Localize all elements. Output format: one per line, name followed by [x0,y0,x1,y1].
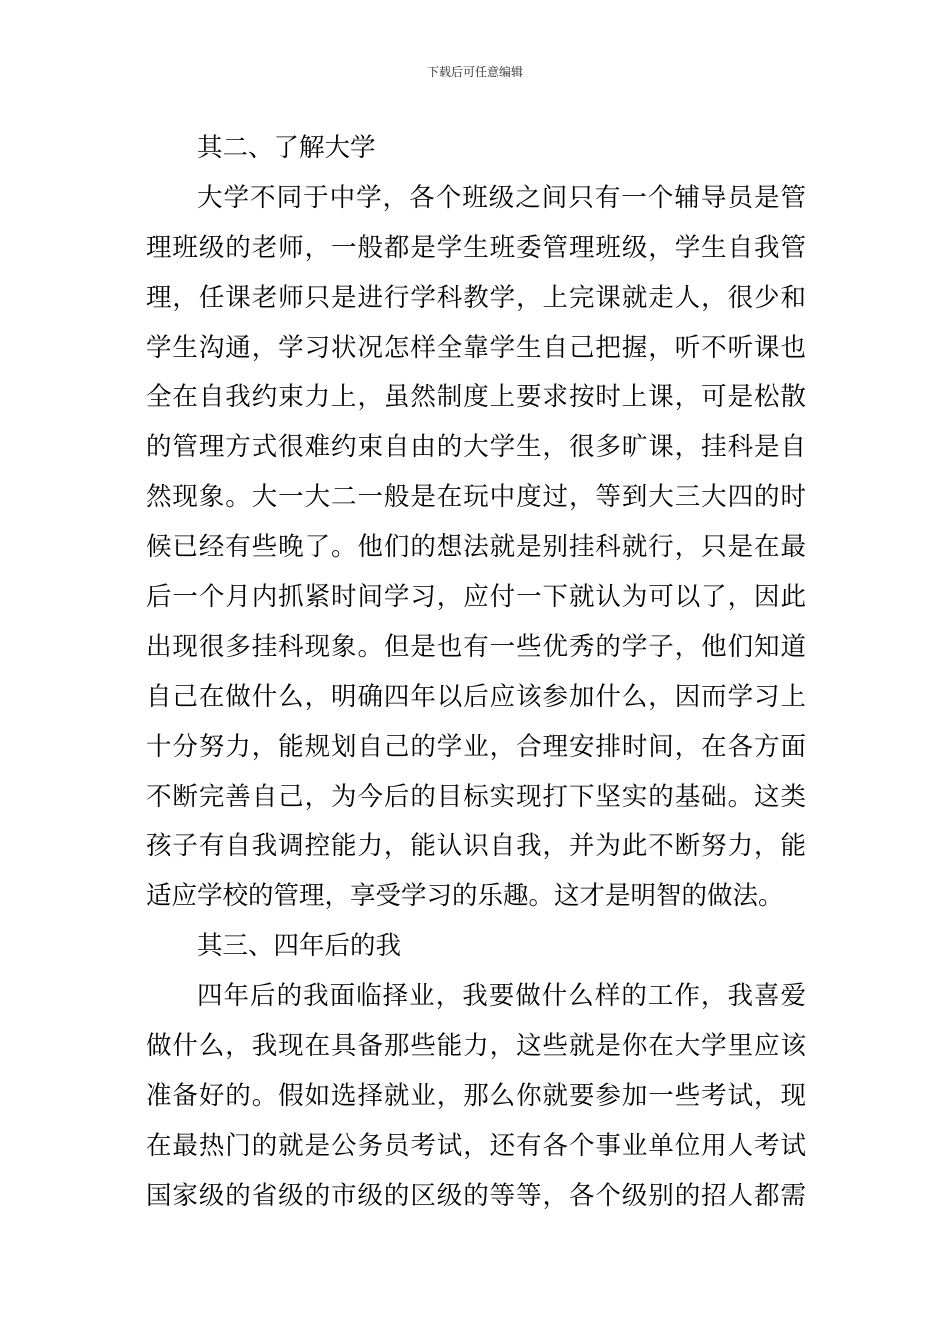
paragraph-line: 孩子有自我调控能力，能认识自我，并为此不断努力，能 [146,831,806,862]
paragraph-line: 适应学校的管理，享受学习的乐趣。这才是明智的做法。 [146,881,784,912]
paragraph-line: 自己在做什么，明确四年以后应该参加什么，因而学习上 [146,681,806,712]
paragraph-line: 国家级的省级的市级的区级的等等，各个级别的招人都需 [146,1180,806,1211]
paragraph-line: 学生沟通，学习状况怎样全靠学生自己把握，听不听课也 [146,332,806,363]
section-heading: 其二、了解大学 [197,133,376,163]
paragraph-line: 出现很多挂科现象。但是也有一些优秀的学子，他们知道 [146,631,806,662]
paragraph-line: 四年后的我面临择业，我要做什么样的工作，我喜爱 [197,981,806,1012]
page-header: 下载后可任意编辑 [426,65,523,79]
paragraph-line: 的管理方式很难约束自由的大学生，很多旷课，挂科是自 [146,432,806,463]
paragraph-line: 然现象。大一大二一般是在玩中度过，等到大三大四的时 [146,482,806,513]
paragraph-line: 准备好的。假如选择就业，那么你就要参加一些考试，现 [146,1080,806,1111]
paragraph-line: 全在自我约束力上，虽然制度上要求按时上课，可是松散 [146,382,806,413]
paragraph-line: 在最热门的就是公务员考试，还有各个事业单位用人考试 [146,1130,806,1161]
body-text [146,124,806,1222]
section-heading: 其三、四年后的我 [197,931,402,962]
paragraph-line: 候已经有些晚了。他们的想法就是别挂科就行，只是在最 [146,532,806,563]
paragraph-line: 后一个月内抓紧时间学习，应付一下就认为可以了，因此 [146,582,806,613]
paragraph-line: 不断完善自己，为今后的目标实现打下坚实的基础。这类 [146,781,806,812]
paragraph-line: 理班级的老师，一般都是学生班委管理班级，学生自我管 [146,232,806,263]
paragraph-line: 十分努力，能规划自己的学业，合理安排时间，在各方面 [146,731,806,762]
paragraph-line: 理，任课老师只是进行学科教学，上完课就走人，很少和 [146,282,806,313]
paragraph-line: 做什么，我现在具备那些能力，这些就是你在大学里应该 [146,1031,806,1062]
paragraph-line: 大学不同于中学，各个班级之间只有一个辅导员是管 [197,182,806,213]
